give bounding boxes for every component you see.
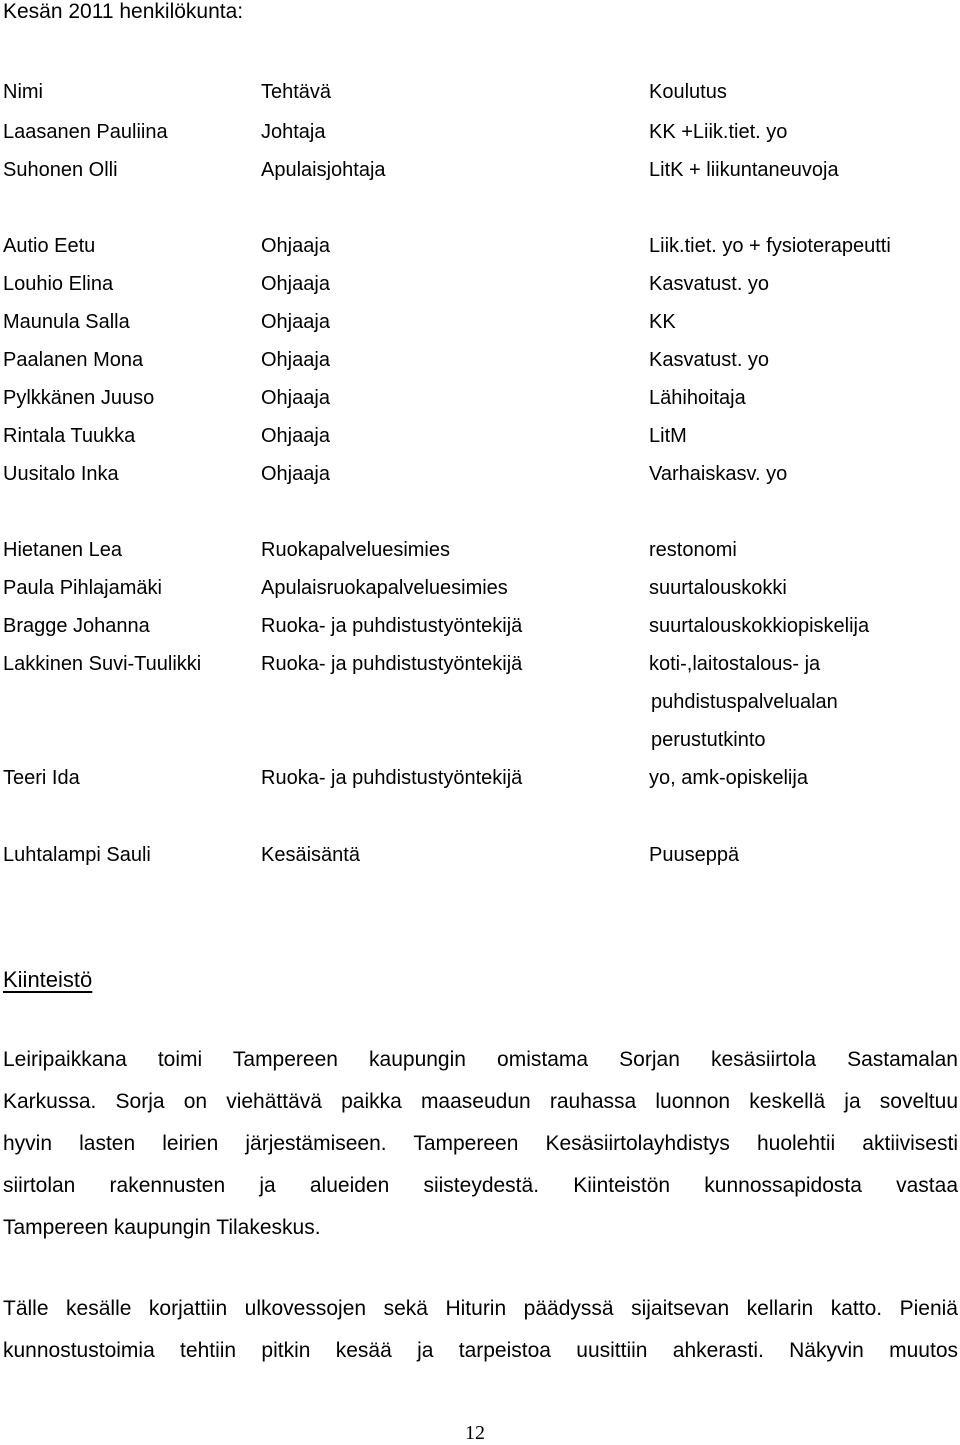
page-heading: Kesän 2011 henkilökunta: bbox=[3, 0, 244, 23]
table-cell-education: suurtalouskokki bbox=[649, 577, 787, 599]
paragraph-line: Karkussa. Sorja on viehättävä paikka maaseudun rauhassa luonnon keskellä ja soveltuu bbox=[3, 1090, 958, 1113]
table-cell-education: LitK + liikuntaneuvoja bbox=[649, 159, 839, 181]
page-number: 12 bbox=[465, 1422, 485, 1444]
table-cell-role: Ohjaaja bbox=[261, 463, 330, 485]
section-heading-kiinteisto: Kiinteistö bbox=[3, 967, 93, 992]
table-cell-name: Teeri Ida bbox=[3, 767, 80, 789]
table-cell-role: Ohjaaja bbox=[261, 349, 330, 371]
table-cell-name: Laasanen Pauliina bbox=[3, 121, 168, 143]
column-header-education: Koulutus bbox=[649, 81, 727, 103]
table-cell-education: LitM bbox=[649, 425, 687, 447]
paragraph-line: Tälle kesälle korjattiin ulkovessojen sekä Hiturin päädyssä sijaitsevan kellarin katto. Pieniä bbox=[3, 1297, 958, 1320]
table-cell-role: Ohjaaja bbox=[261, 235, 330, 257]
paragraph-line: kunnostustoimia tehtiin pitkin kesää ja tarpeistoa uusittiin ahkerasti. Näkyvin muutos bbox=[3, 1339, 958, 1362]
table-cell-role: Kesäisäntä bbox=[261, 844, 360, 866]
table-cell-role: Ruoka- ja puhdistustyöntekijä bbox=[261, 767, 523, 789]
table-cell-name: Bragge Johanna bbox=[3, 615, 150, 637]
paragraph-line: Leiripaikkana toimi Tampereen kaupungin omistama Sorjan kesäsiirtola Sastamalan bbox=[3, 1048, 958, 1071]
table-cell-education: yo, amk-opiskelija bbox=[649, 767, 808, 789]
table-cell-role: Apulaisjohtaja bbox=[261, 159, 386, 181]
table-cell-name: Suhonen Olli bbox=[3, 159, 118, 181]
table-cell-role: Ruokapalveluesimies bbox=[261, 539, 450, 561]
table-cell-role: Apulaisruokapalveluesimies bbox=[261, 577, 508, 599]
paragraph-repairs bbox=[3, 1288, 958, 1372]
table-cell-role: Ruoka- ja puhdistustyöntekijä bbox=[261, 653, 523, 675]
table-cell-education: Kasvatust. yo bbox=[649, 349, 770, 371]
table-cell-name: Louhio Elina bbox=[3, 273, 114, 295]
table-cell-education: KK bbox=[649, 311, 676, 333]
table-cell-role: Ruoka- ja puhdistustyöntekijä bbox=[261, 615, 523, 637]
table-cell-role: Ohjaaja bbox=[261, 273, 330, 295]
table-cell-education: Varhaiskasv. yo bbox=[649, 463, 788, 485]
table-cell-name: Autio Eetu bbox=[3, 235, 96, 257]
table-cell-education: perustutkinto bbox=[651, 729, 766, 751]
table-cell-name: Uusitalo Inka bbox=[3, 463, 119, 485]
table-cell-name: Luhtalampi Sauli bbox=[3, 844, 151, 866]
table-cell-name: Paalanen Mona bbox=[3, 349, 144, 371]
table-cell-name: Lakkinen Suvi-Tuulikki bbox=[3, 653, 202, 675]
table-cell-role: Ohjaaja bbox=[261, 425, 330, 447]
table-cell-name: Pylkkänen Juuso bbox=[3, 387, 155, 409]
paragraph-line: siirtolan rakennusten ja alueiden siisteydestä. Kiinteistön kunnossapidosta vastaa bbox=[3, 1174, 958, 1197]
table-cell-education: suurtalouskokkiopiskelija bbox=[649, 615, 870, 637]
table-cell-education: KK +Liik.tiet. yo bbox=[649, 121, 788, 143]
paragraph-line: hyvin lasten leirien järjestämiseen. Tampereen Kesäsiirtolayhdistys huolehtii aktiivisesti bbox=[3, 1132, 958, 1155]
column-header-role: Tehtävä bbox=[261, 81, 332, 103]
table-cell-role: Ohjaaja bbox=[261, 387, 330, 409]
table-cell-name: Maunula Salla bbox=[3, 311, 130, 333]
table-cell-education: Puuseppä bbox=[649, 844, 740, 866]
paragraph-property bbox=[3, 1039, 958, 1249]
table-cell-education: Liik.tiet. yo + fysioterapeutti bbox=[649, 235, 891, 257]
table-cell-education: Kasvatust. yo bbox=[649, 273, 770, 295]
table-cell-education: puhdistuspalvelualan bbox=[651, 691, 838, 713]
table-cell-role: Ohjaaja bbox=[261, 311, 330, 333]
table-cell-name: Rintala Tuukka bbox=[3, 425, 136, 447]
table-cell-name: Paula Pihlajamäki bbox=[3, 577, 162, 599]
table-cell-name: Hietanen Lea bbox=[3, 539, 122, 561]
table-cell-education: koti-,laitostalous- ja bbox=[649, 653, 821, 675]
column-header-name: Nimi bbox=[3, 81, 43, 103]
paragraph-line: Tampereen kaupungin Tilakeskus. bbox=[3, 1216, 321, 1239]
table-cell-education: restonomi bbox=[649, 539, 737, 561]
table-cell-education: Lähihoitaja bbox=[649, 387, 746, 409]
table-cell-role: Johtaja bbox=[261, 121, 326, 143]
